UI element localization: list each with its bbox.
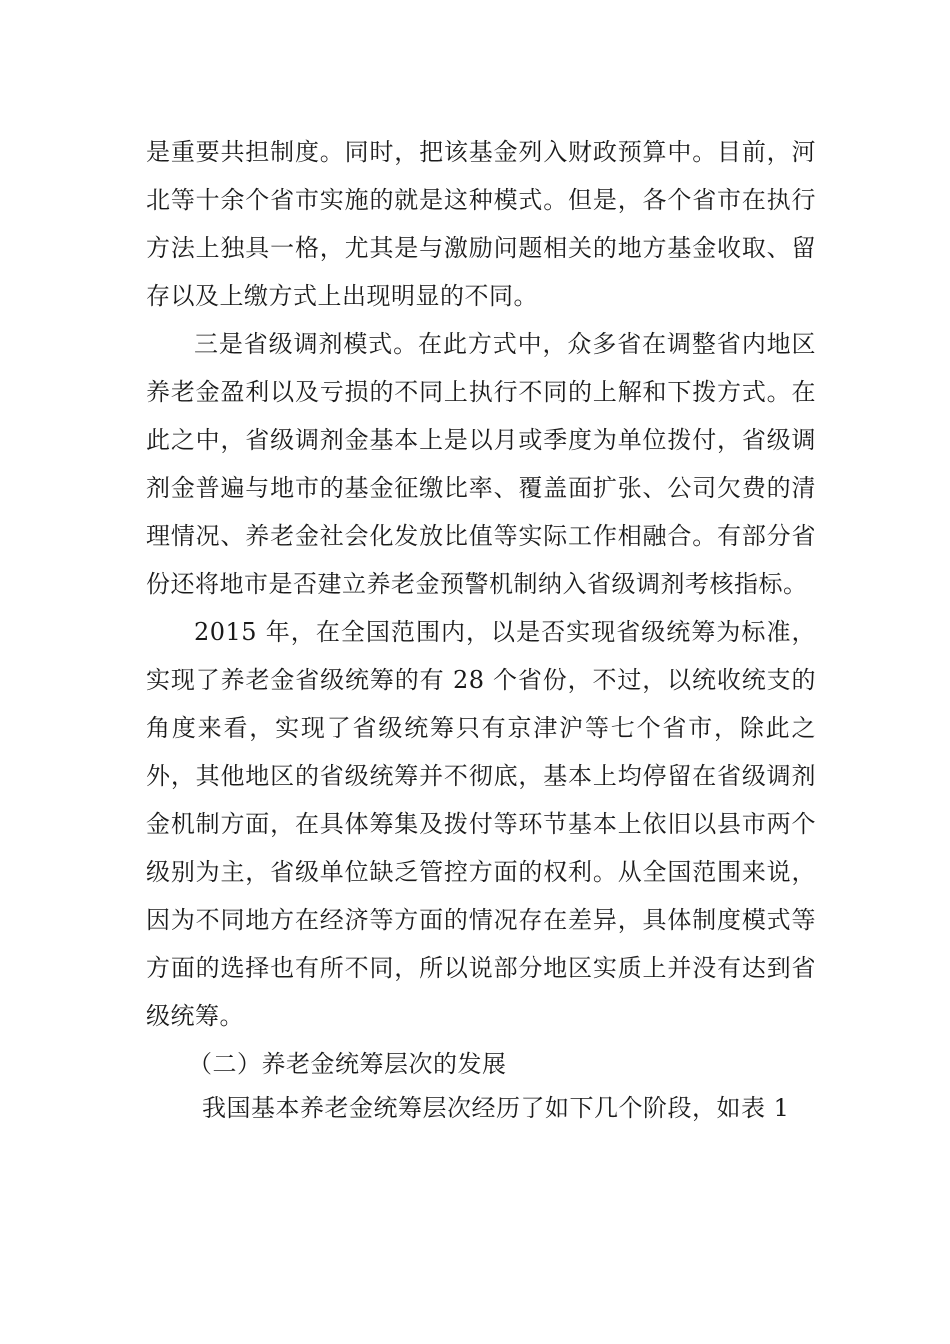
- paragraph-2015-statistics: 2015 年，在全国范围内，以是否实现省级统筹为标准，实现了养老金省级统筹的有 28 个省份，不过，以统收统支的角度来看，实现了省级统筹只有京津沪等七个省市，除此之外，其他地区的省级统筹并不彻底，基本上均停留在省级调剂金机制方面，在具体筹集及拨付等环节基本上依旧以县市两个级别为主，省级单位缺乏管控方面的权利。从全国范围来说，因为不同地方在经济等方面的情况存在差异，具体制度模式等方面的选择也有所不同，所以说部分地区实质上并没有达到省级统筹。: [146, 618, 816, 1030]
- paragraph-lead-line: 我国基本养老金统筹层次经历了如下几个阶段，如表 1: [202, 1094, 790, 1122]
- document-body: [146, 128, 816, 1128]
- paragraph-continuation: 是重要共担制度。同时，把该基金列入财政预算中。目前，河北等十余个省市实施的就是这种模式。但是，各个省市在执行方法上独具一格，尤其是与激励问题相关的地方基金收取、留存以及上缴方式上出现明显的不同。: [146, 138, 816, 310]
- paragraph-provincial-adjustment: 三是省级调剂模式。在此方式中，众多省在调整省内地区养老金盈利以及亏损的不同上执行不同的上解和下拨方式。在此之中，省级调剂金基本上是以月或季度为单位拨付，省级调剂金普遍与地市的基金征缴比率、覆盖面扩张、公司欠费的清理情况、养老金社会化发放比值等实际工作相融合。有部分省份还将地市是否建立养老金预警机制纳入省级调剂考核指标。: [146, 330, 816, 598]
- section-heading: （二）养老金统筹层次的发展: [188, 1050, 507, 1078]
